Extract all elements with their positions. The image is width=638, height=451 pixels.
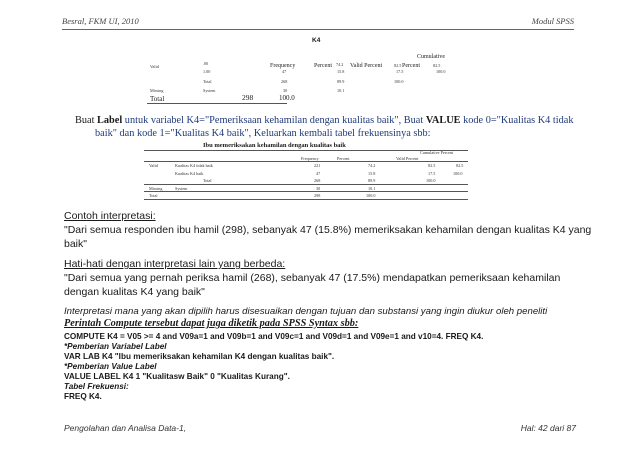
row-label: Total <box>203 178 212 183</box>
table1-col-frequency: Frequency <box>270 63 296 69</box>
code-line: FREQ K4. <box>64 392 102 401</box>
row-percent: 100.0 <box>279 94 295 102</box>
interpretation-note: Interpretasi mana yang akan dipilih harus disesuaikan dengan tujuan dan substansi yang ingin diukur oleh peneliti <box>64 306 548 317</box>
footer-left: Pengolahan dan Analisa Data-1, <box>64 423 187 433</box>
code-line: VALUE LABEL K4 1 "Kualitasw Baik" 0 "Kualitas Kurang". <box>64 372 290 381</box>
instruction-line-2: baik" dan kode 1="Kualitas K4 baik", Keluarkan kembali tabel frekuensinya sbb: <box>95 128 431 139</box>
table1-col-percent: Percent <box>314 63 332 69</box>
table2-col-cumulative: Cumulative Percent <box>420 150 454 155</box>
row-label: Kualitas K4 tidak baik <box>175 163 213 168</box>
table2-col-percent: Percent <box>337 156 350 161</box>
row-valid-percent: 82.5 <box>394 63 402 68</box>
table2-col-frequency: Frequency <box>301 156 319 161</box>
row-frequency: 30 <box>283 88 288 93</box>
row-label: Kualitas K4 baik <box>175 171 204 176</box>
table2-col-valid-percent: Valid Percent <box>396 156 419 161</box>
row-label: Total <box>150 95 165 103</box>
code-comment: *Pemberian Value Label <box>64 362 157 371</box>
footer-right: Hal: 42 dari 87 <box>520 423 576 433</box>
row-frequency: 221 <box>314 163 321 168</box>
syntax-heading: Perintah Compute tersebut dapat juga diketik pada SPSS Syntax sbb: <box>64 318 359 329</box>
table2-valid-rule <box>144 184 468 185</box>
row-percent: 10.1 <box>368 186 376 191</box>
code-line: COMPUTE K4 = V05 >= 4 and V09a=1 and V09b=1 and V09c=1 and V09d=1 and V09e=1 and v10=4. FREQ K4. <box>64 332 484 341</box>
row-cum-percent: 82.5 <box>433 63 441 68</box>
caution-heading: Hati-hati dengan interpretasi lain yang berbeda: <box>64 258 286 270</box>
table2-valid-label: Valid <box>149 163 158 168</box>
caution-line-2: dengan kualitas K4 yang baik" <box>64 286 205 298</box>
row-label: Missing <box>149 186 163 191</box>
row-label: Missing <box>150 88 164 93</box>
row-frequency: 298 <box>242 93 254 102</box>
row-percent: 89.9 <box>337 79 345 84</box>
header-left: Besral, FKM UI, 2010 <box>62 16 139 26</box>
caution-line-1: "Dari semua yang pernah periksa hamil (268), sebanyak 47 (17.5%) mendapatkan pemeriksaan kehamilan <box>64 272 561 284</box>
row-label: .00 <box>203 61 209 66</box>
row-percent: 15.8 <box>337 69 345 74</box>
row-frequency: 268 <box>281 79 288 84</box>
example-line-2: baik" <box>64 238 87 250</box>
row-sublabel: System <box>203 88 216 93</box>
row-cum-percent: 82.5 <box>456 163 464 168</box>
row-label: Total <box>149 193 158 198</box>
row-frequency: 268 <box>314 178 321 183</box>
table1-col-valid-percent: Valid Percent <box>350 63 383 69</box>
code-comment: Tabel Frekuensi: <box>64 382 129 391</box>
example-line-1: "Dari semua responden ibu hamil (298), sebanyak 47 (15.8%) memeriksakan kehamilan dengan kualitas K4 yang <box>64 224 592 236</box>
code-line: VAR LAB K4 "Ibu memeriksakan kehamilan K4 dengan kualitas baik". <box>64 352 335 361</box>
row-label: 1.00 <box>203 69 211 74</box>
row-frequency: 47 <box>282 69 287 74</box>
table2-missing-rule <box>144 191 468 192</box>
row-percent: 15.8 <box>368 171 376 176</box>
example-heading: Contoh interpretasi: <box>64 210 156 222</box>
row-cum-percent: 100.0 <box>453 171 463 176</box>
row-valid-percent: 17.5 <box>428 171 436 176</box>
row-valid-percent: 17.5 <box>396 69 404 74</box>
row-percent: 74.2 <box>336 62 344 67</box>
header-right: Modul SPSS <box>531 16 574 26</box>
header-rule <box>62 29 574 30</box>
table2-title: Ibu memeriksakan kehamilan dengan kualitas baik <box>203 142 346 149</box>
row-valid-percent: 100.0 <box>426 178 436 183</box>
table1-col-cumulative: Cumulative <box>417 54 445 60</box>
row-percent: 10.1 <box>337 88 345 93</box>
table1-col-cum-percent: Percent <box>402 63 420 69</box>
table2-bottom-rule <box>144 199 468 200</box>
row-percent: 100.0 <box>366 193 376 198</box>
row-percent: 89.9 <box>368 178 376 183</box>
row-sublabel: System <box>175 186 188 191</box>
table1-bottom-rule <box>147 103 287 104</box>
table1-title: K4 <box>312 37 321 44</box>
code-comment: *Pemberian Variabel Label <box>64 342 167 351</box>
row-valid-percent: 82.5 <box>428 163 436 168</box>
table2-header-rule <box>144 161 468 162</box>
row-frequency: 30 <box>316 186 321 191</box>
table1-valid-label: Valid <box>150 64 159 69</box>
row-frequency: 47 <box>316 171 321 176</box>
instruction-line-1: Buat Label untuk variabel K4="Pemeriksaan kehamilan dengan kualitas baik", Buat VALUE kode 0="Kualitas K4 tidak <box>75 115 574 126</box>
row-valid-percent: 100.0 <box>394 79 404 84</box>
row-label: Total <box>203 79 212 84</box>
row-percent: 74.2 <box>368 163 376 168</box>
row-frequency: 298 <box>314 193 321 198</box>
row-cum-percent: 100.0 <box>436 69 446 74</box>
